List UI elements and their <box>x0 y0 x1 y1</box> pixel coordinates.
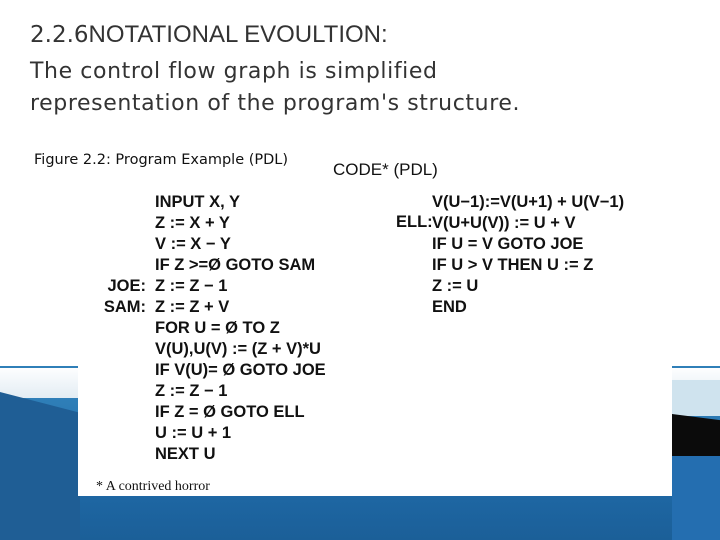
slide-right-pale-shape <box>672 380 720 416</box>
code-line: V(U+U(V)) := U + V <box>432 214 576 232</box>
code-label <box>96 192 146 213</box>
slide-right-dark-shape <box>672 414 720 458</box>
code-line: Z := U <box>432 277 479 295</box>
code-block-right <box>432 192 624 318</box>
code-line: Z := Z − 1 <box>155 382 228 400</box>
code-label <box>96 213 146 234</box>
code-line: IF Z >=Ø GOTO SAM <box>155 256 316 274</box>
figure-footnote: * A contrived horror <box>96 479 210 494</box>
slide-left-shape <box>0 392 80 540</box>
code-label <box>96 234 146 255</box>
code-line: FOR U = Ø TO Z <box>155 319 280 337</box>
slide-title <box>30 20 388 50</box>
section-title: NOTATIONAL EVOULTION: <box>88 21 388 48</box>
code-line: Z := X + Y <box>155 214 230 232</box>
code-line: END <box>432 298 467 316</box>
code-labels-left <box>96 192 146 318</box>
code-line: Z := Z − 1 <box>155 277 228 295</box>
code-header: CODE* (PDL) <box>333 160 438 179</box>
figure-caption: Figure 2.2: Program Example (PDL) <box>34 152 289 168</box>
code-line: IF U = V GOTO JOE <box>432 235 584 253</box>
code-line: V(U),U(V) := (Z + V)*U <box>155 340 321 358</box>
code-label-joe: JOE: <box>107 277 146 295</box>
code-line: U := U + 1 <box>155 424 232 442</box>
section-number: 2.2.6 <box>30 22 89 48</box>
code-line: NEXT U <box>155 445 216 463</box>
body-text-line-1: The control flow graph is simplified <box>30 59 438 84</box>
code-line: INPUT X, Y <box>155 193 240 211</box>
slide-right-blue-shape <box>672 456 720 540</box>
code-block-left <box>155 192 326 465</box>
code-line: Z := Z + V <box>155 298 230 316</box>
code-label-ell: ELL: <box>396 213 433 231</box>
code-line: IF Z = Ø GOTO ELL <box>155 403 305 421</box>
code-line: IF U > V THEN U := Z <box>432 256 594 274</box>
code-label-sam: SAM: <box>103 298 146 316</box>
code-label <box>96 255 146 276</box>
body-text-line-2: representation of the program's structure. <box>30 91 521 116</box>
code-line: V := X − Y <box>155 235 231 253</box>
code-line: V(U−1):=V(U+1) + U(V−1) <box>432 193 625 211</box>
code-line: IF V(U)= Ø GOTO JOE <box>155 361 326 379</box>
